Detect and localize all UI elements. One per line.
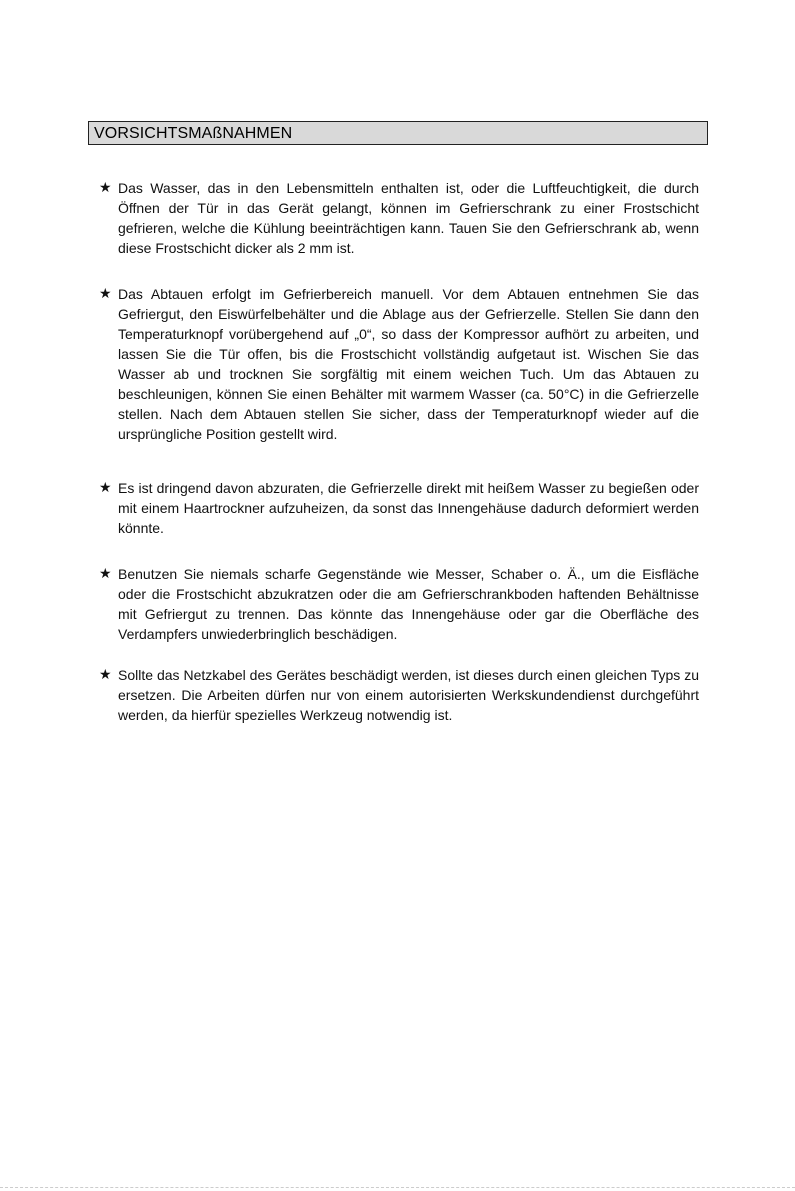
precaution-text: Es ist dringend davon abzuraten, die Gefrierzelle direkt mit heißem Wasser zu begießen oder mit einem Haartrockner aufzuheizen, da sonst das Innengehäuse dadurch deformiert werden könnte. [118,480,699,536]
star-icon: ★ [99,480,112,496]
precaution-text: Benutzen Sie niemals scharfe Gegenstände wie Messer, Schaber o. Ä., um die Eisfläche oder die Frostschicht abzukratzen oder die am Gefrierschrankboden haftenden Behältnisse mit Gefriergut zu trennen. Das könnte das Innengehäuse oder gar die Oberfläche des Verdampfers unwiederbringlich beschädigen. [118,566,699,642]
precaution-text: Sollte das Netzkabel des Gerätes beschädigt werden, ist dieses durch einen gleichen Typs zu ersetzen. Die Arbeiten dürfen nur von einem autorisierten Werkskundendienst durchgeführt werden, da hierfür spezielles Werkzeug notwendig ist. [118,667,699,723]
star-icon: ★ [99,286,112,302]
star-icon: ★ [99,180,112,196]
precaution-text: Das Abtauen erfolgt im Gefrierbereich manuell. Vor dem Abtauen entnehmen Sie das Gefriergut, den Eiswürfelbehälter und die Ablage aus der Gefrierzelle. Stellen Sie dann den Temperaturknopf vorübergehend auf „0“, so dass der Kompressor aufhört zu arbeiten, und lassen Sie die Tür offen, bis die Frostschicht vollständig aufgetaut ist. Wischen Sie das Wasser ab und trocknen Sie sorgfältig mit einem weichen Tuch. Um das Abtauen zu beschleunigen, können Sie einen Behälter mit warmem Wasser (ca. 50°C) in die Gefrierzelle stellen. Nach dem Abtauen stellen Sie sicher, dass der Temperaturknopf wieder auf die ursprüngliche Position gestellt wird. [118,286,699,442]
section-title: VORSICHTSMAßNAHMEN [94,125,293,142]
precaution-text: Das Wasser, das in den Lebensmitteln enthalten ist, oder die Luftfeuchtigkeit, die durch Öffnen der Tür in das Gerät gelangt, können im Gefrierschrank zu einer Frostschicht gefrieren, welche die Kühlung beeinträchtigen kann. Tauen Sie den Gefrierschrank ab, wenn diese Frostschicht dicker als 2 mm ist. [118,180,699,256]
star-icon: ★ [99,667,112,683]
page-bottom-divider [0,1187,795,1188]
star-icon: ★ [99,566,112,582]
section-header [88,121,708,145]
